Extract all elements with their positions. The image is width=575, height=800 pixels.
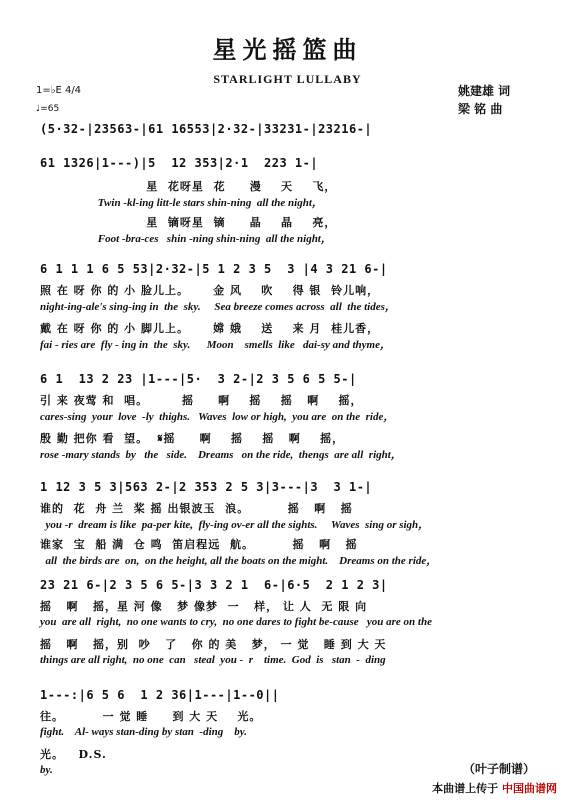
tempo-marking: ♩=65 <box>36 104 60 114</box>
notation-line: 6 1 1 1 6 5 53|2·32-|5 1 2 3 5 3 |4 3 21 6-| <box>40 262 388 276</box>
notation-line: 1---:|6 5 6 1 2 36|1---|1--0|| <box>40 688 280 702</box>
lyric-chinese-verse-2: 星 镝呀星 镝 晶 晶 亮， <box>40 216 337 229</box>
lyric-chinese-verse-1: 星 花呀星 花 漫 天 飞， <box>40 180 337 193</box>
lyric-english-verse-2: all the birds are on, on the height, all the boats on the might. Dreams on the ride， <box>40 555 438 567</box>
lyric-english-verse-2: fai - ries are fly - ing in the sky. Moon smells like dai-sy and thyme， <box>40 339 391 351</box>
lyric-english-verse-2: by. <box>40 764 53 776</box>
lyric-chinese-verse-1: 往。 一 觉 睡 到 大 天 光。 <box>40 710 262 723</box>
notation-line: 61 1326|1---)|5 12 353|2·1 223 1-| <box>40 156 319 170</box>
credits <box>458 82 510 118</box>
lyric-english-verse-1: Twin -kl-ing litt-le stars shin-ning all the night， <box>40 197 323 209</box>
site-logo[interactable]: 中国曲谱网 <box>502 782 557 795</box>
lyric-chinese-verse-2: 谁家 宝 船 满 仓 鸣 笛启程远 航。 摇 啊 摇 <box>40 538 358 551</box>
lyric-english-verse-2: Foot -bra-ces shin -ning shin-ning all the night， <box>40 233 332 245</box>
lyric-chinese-verse-1: 照 在 呀 你 的 小 脸儿上。 金 风 吹 得 银 铃儿响， <box>40 284 380 297</box>
song-title: 星光摇篮曲 <box>212 35 363 64</box>
lyric-chinese-verse-2: 摇 啊 摇，别 吵 了 你 的 美 梦， 一 觉 睡 到 大 天 <box>40 638 387 651</box>
key-signature: 1=♭E 4/4 <box>36 85 82 96</box>
lyric-chinese-verse-1: 谁的 花 舟 兰 桨 摇 出银波玉 浪。 摇 啊 摇 <box>40 502 353 515</box>
notation-line: 23 21 6-|2 3 5 6 5-|3 3 2 1 6-|6·5 2 1 2 3| <box>40 578 388 592</box>
lyric-english-verse-2: rose -mary stands by the side. Dreams on the ride, thengs are all right， <box>40 449 402 461</box>
composer-credit: 梁 铭 曲 <box>458 102 503 116</box>
upload-prefix: 本曲谱上传于 <box>432 782 499 795</box>
lyric-english-verse-1: fight. Al- ways stan-ding by stan -ding by. <box>40 726 247 738</box>
notation-line: 1 12 3 5 3|563 2-|2 353 2 5 3|3---|3 3 1-| <box>40 480 373 494</box>
lyric-chinese-verse-2: 戴 在 呀 你 的 小 脚儿上。 嫦 娥 送 来 月 桂儿香， <box>40 322 380 335</box>
upload-credit <box>432 780 557 796</box>
lyric-english-verse-1: you -r dream is like pa-per kite, fly-ing ov-er all the sights. Waves sing or sigh， <box>40 519 430 531</box>
lyric-chinese-verse-2: 光。 D.S. <box>40 748 107 761</box>
song-subtitle: STARLIGHT LULLABY <box>213 72 362 86</box>
lyric-english-verse-1: you are all right, no one wants to cry, no one dares to fight be-cause you are on the <box>40 616 432 628</box>
lyricist-credit: 姚建雄 词 <box>458 84 511 98</box>
notation-line: 6 1 13 2 23 |1---|5· 3 2-|2 3 5 6 5 5-| <box>40 372 357 386</box>
lyric-chinese-verse-1: 摇 啊 摇，星 河 像 梦 像梦 一 样， 让 人 无 限 向 <box>40 600 368 613</box>
lyric-english-verse-1: night-ing-ale's sing-ing in the sky. Sea breeze comes across all the tides， <box>40 301 396 313</box>
notation-line: (5·32-|23563-|61 16553|2·32-|33231-|23216-| <box>40 122 373 136</box>
notation-maker: （叶子制谱） <box>462 762 535 776</box>
lyric-chinese-verse-1: 引 来 夜莺 和 唱。 摇 啊 摇 摇 啊 摇， <box>40 394 363 407</box>
lyric-chinese-verse-2: 殷 勤 把你 看 望。 𝄋摇 啊 摇 摇 啊 摇， <box>40 432 345 445</box>
lyric-english-verse-1: cares-sing your love -ly thighs. Waves low or high, you are on the ride， <box>40 411 395 423</box>
lyric-english-verse-2: things are all right, no one can steal you - r time. God is stan - ding <box>40 654 386 666</box>
